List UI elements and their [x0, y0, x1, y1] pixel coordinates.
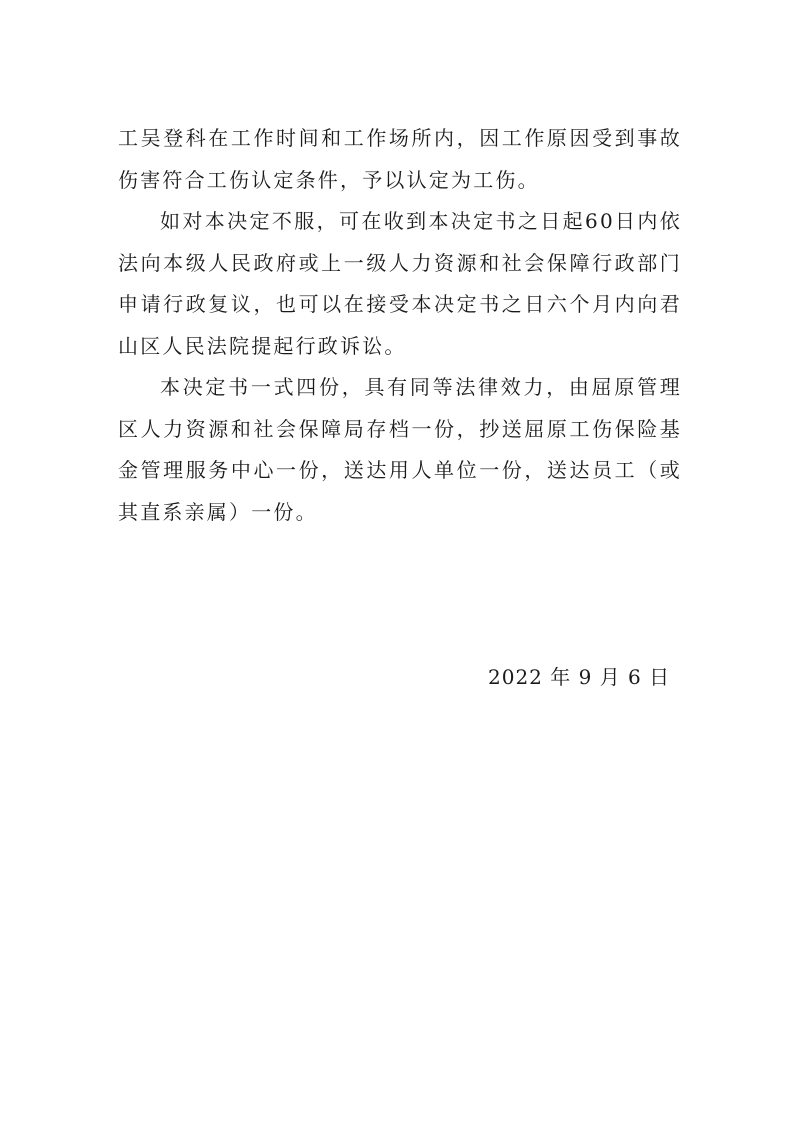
document-body: [118, 118, 682, 533]
paragraph-appeal-rights: 如对本决定不服，可在收到本决定书之日起60日内依法向本级人民政府或上一级人力资源和社会保障行政部门申请行政复议，也可以在接受本决定书之日六个月内向君山区人民法院提起行政诉讼。: [118, 209, 682, 358]
paragraph-copies-distribution: 本决定书一式四份，具有同等法律效力，由屈原管理区人力资源和社会保障局存档一份，抄送屈原工伤保险基金管理服务中心一份，送达用人单位一份，送达员工（或其直系亲属）一份。: [118, 375, 682, 524]
paragraph-injury-determination: 工吴登科在工作时间和工作场所内，因工作原因受到事故伤害符合工伤认定条件，予以认定为工伤。: [118, 126, 682, 192]
document-date: 2022 年 9 月 6 日: [488, 665, 671, 689]
